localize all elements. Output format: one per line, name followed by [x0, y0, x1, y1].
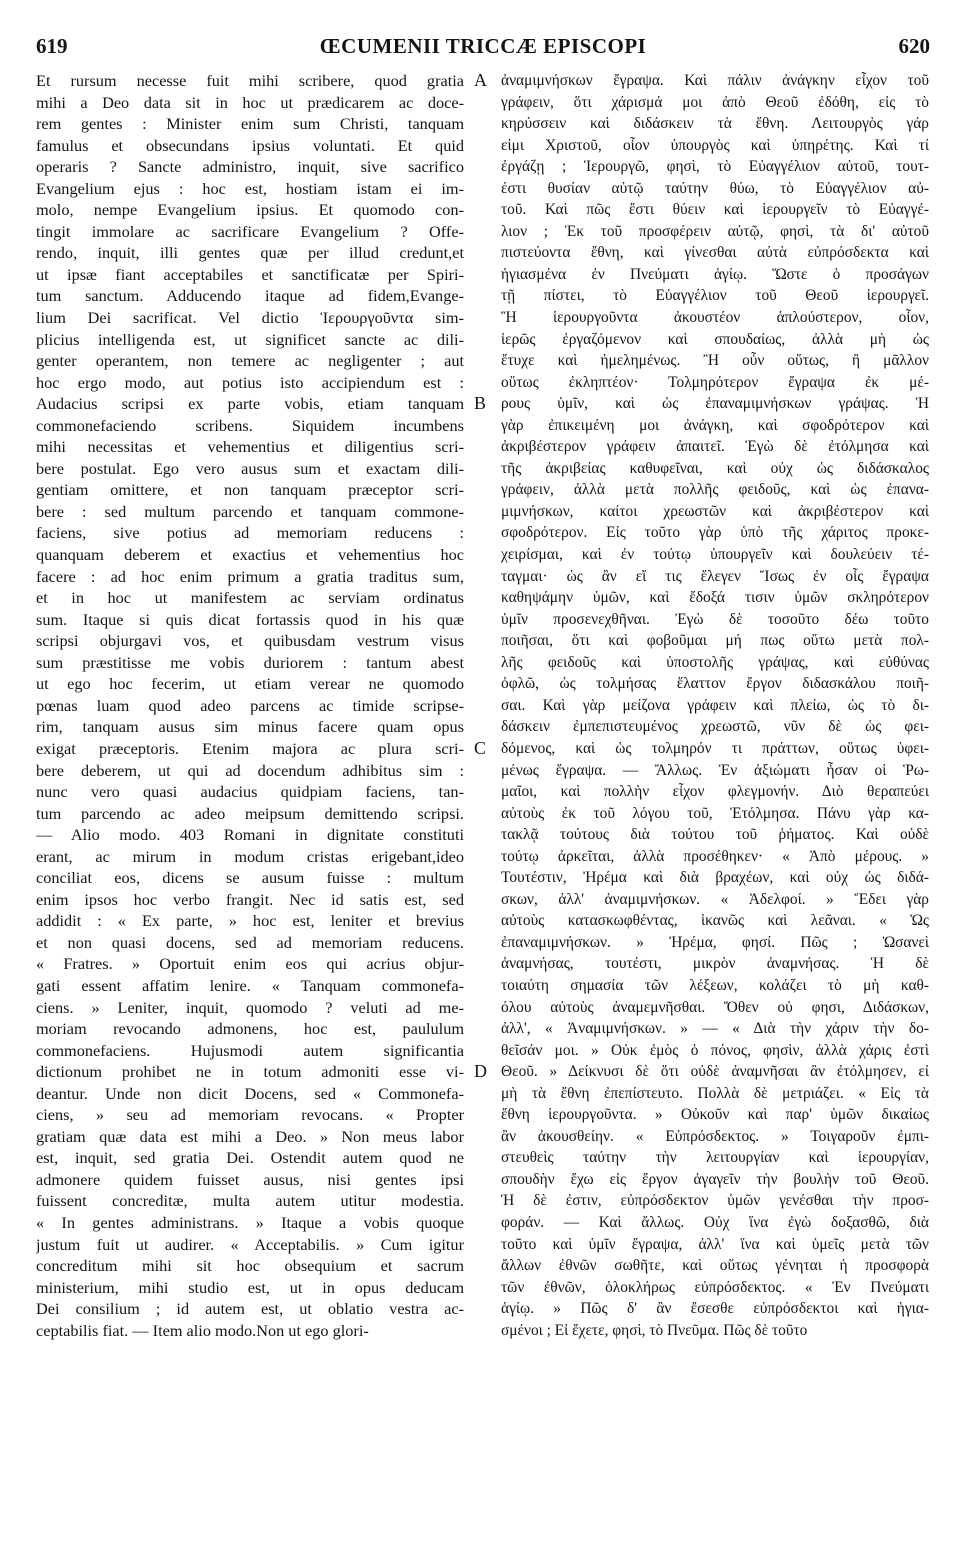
latin-text-line: bere deberem, ut qui ad docendum adhibitus sim :	[36, 760, 464, 780]
greek-text-line: λιον ; Ἐκ τοῦ προσφέρειν αὐτῷ, φησὶ, τὰ δι' αὐτοῦ	[501, 222, 929, 240]
greek-text-line: δόμενος, καὶ ὡς τολμηρόν τι πράττων, οὕτως ὑφει-	[501, 739, 929, 757]
latin-text-line: commonefaciens. Hujusmodi autem significantia	[36, 1040, 464, 1060]
latin-text-line: ciens, » seu ad memoriam revocans. « Propter	[36, 1105, 464, 1125]
latin-text-line: justum fuit ut audirer. « Acceptabilis. » Cum igitur	[36, 1234, 464, 1254]
latin-text-line: quanquam deberem et exactius et vehementius hoc	[36, 545, 464, 565]
greek-text-line: δάσκειν ἐμπεπιστευμένος χρεωστῶ, νῦν δὲ ὡς φει-	[501, 718, 929, 736]
margin-letter: C	[474, 738, 487, 759]
greek-text-line: εἰμι Χριστοῦ, οἷον ὑπουργὸς καὶ ὑπηρέτης. Καὶ τί	[501, 136, 929, 154]
page-header	[36, 34, 930, 64]
greek-text-line: μαῖοι, καὶ πολλὴν εἶχον φλεγμονήν. Διὸ θεραπεύει	[501, 783, 929, 801]
latin-text-line: sum præstitisse me vobis duriorem : tantum abest	[36, 652, 464, 672]
margin-section-letters	[468, 70, 496, 1550]
latin-text-line: fuissent concreditæ, multa autem utitur modestia.	[36, 1191, 464, 1211]
greek-text-line: τούτῳ ἀρκεῖται, ἀλλὰ προσέθηκεν· « Ἀπὸ μέρους. »	[501, 847, 929, 865]
latin-text-line: Et rursum necesse fuit mihi scribere, quod gratia	[36, 71, 464, 90]
latin-text-line: addidit : « Ex parte, » hoc est, leniter et brevius	[36, 911, 464, 931]
greek-text-line: κηρύσσειν καὶ διδάσκειν τὰ ἔθνη. Λειτουργὸς γάρ	[501, 115, 929, 133]
running-title: ŒCUMENII TRICCÆ EPISCOPI	[319, 34, 647, 58]
latin-text-line: tum parcendo ac adeo meipsum demittendo scripsi.	[36, 803, 464, 823]
latin-text-line: ut ipsæ fiant acceptabiles et sanctificatæ per Spiri-	[36, 264, 464, 284]
greek-text-line: γράφειν, ὅτι χάρισμά μοι ἀπὸ Θεοῦ ἐδόθη, εἰς τὸ	[501, 93, 929, 111]
greek-text-line: μένως ἔγραψα. — Ἄλλως. Ἐν ἀξιώματι ἦσαν οἱ Ῥω-	[501, 761, 929, 779]
latin-text-line: scripsi objurgavi vos, et quibusdam vestrum visus	[36, 631, 464, 651]
latin-text-line: ministerium, mihi studio est, ut in opus deducam	[36, 1277, 464, 1297]
latin-text-line: sum. Itaque si quis dicat fortassis quod in his quæ	[36, 609, 464, 629]
latin-text-line: moriam revocando admonens, hoc est, paululum	[36, 1019, 464, 1039]
greek-text-line: ἐπαναμιμνήσκων. » Ἠρέμα, φησί. Πῶς ; Ὡσανεὶ	[501, 933, 929, 951]
latin-text-line: tum sanctum. Adducendo itaque ad fidem,Evange-	[36, 286, 464, 306]
latin-text-line: mihi necessitas et vehementius et diligentius scri-	[36, 437, 464, 457]
latin-text-line: genter operantem, non temere ac negligenter ; aut	[36, 351, 464, 371]
latin-column	[36, 70, 464, 1341]
greek-text-line: ἀλλ', « Ἀναμιμνήσκων. » — « Διὰ τὴν χάριν τὴν δο-	[501, 1020, 929, 1038]
latin-text-line: rim, tanquam ausus sim minus facere quam opus	[36, 717, 464, 737]
page-number-left: 619	[36, 34, 68, 58]
latin-text-line: exigat præceptoris. Etenim majora ac plura scri-	[36, 738, 464, 758]
latin-text-line: concreditum mihi sit hoc obsequium et sacrum	[36, 1256, 464, 1276]
greek-text-line: ἀναμνήσας, τουτέστι, μικρὸν ἀναμνήσας. Ἡ δὲ	[501, 955, 929, 973]
greek-text-line: ἀκριβέστερον γράφειν ἀπαιτεῖ. Ἐγὼ δὲ ἐτόλμησα καὶ	[501, 438, 929, 456]
greek-text-line: όλου αὐτοὺς ἀναμεμνῆσθαι. Ὅθεν οὐ φησι, Διδάσκων,	[501, 998, 929, 1016]
latin-text-line: « Fratres. » Oportuit enim eos qui acrius objur-	[36, 954, 464, 974]
latin-text-line: est, inquit, sed gratia Dei. Ostendit autem quod ne	[36, 1148, 464, 1168]
latin-text-line: ut ego hoc fecerim, ut etiam verear ne quomodo	[36, 674, 464, 694]
latin-text-line: ciens. » Leniter, inquit, quomodo ? veluti ad me-	[36, 997, 464, 1017]
greek-text-line: Ἢ ἱερουργοῦντα ἀκουστέον ἁπλούστερον, οἷον,	[501, 309, 929, 327]
greek-text-line: αὐτοὺς ἐκ τοῦ λόγου τοῦ, Ἐτόλμησα. Πάνυ γὰρ κα-	[501, 804, 929, 822]
latin-text-line: Evangelium ejus : hoc est, hostiam istam ei im-	[36, 178, 464, 198]
greek-text-line: γράφειν, ἀλλὰ μετὰ πολλῆς φειδοῦς, καὶ ὡς ἐπανα-	[501, 481, 929, 499]
latin-text-line: faciens, sive potius ad memoriam reducens :	[36, 523, 464, 543]
greek-text-line: ἄλλων ἐθνῶν σωθῆτε, καὶ οὕτως γένηται ἡ προσφορὰ	[501, 1257, 929, 1275]
greek-text-line: στευθεὶς ταύτην τὴν λειτουργίαν καὶ ἱερουργίαν,	[501, 1149, 929, 1167]
greek-text-line: γὰρ ἐπικειμένη μοι ἀνάγκη, καὶ σφοδρότερον καὶ	[501, 416, 929, 434]
latin-text-line: plicius intelligenda est, ut significet sancte ac dili-	[36, 329, 464, 349]
greek-text-line: ἀναμιμνήσκων ἔγραψα. Καὶ πάλιν ἀνάγκην εἶχον τοῦ	[501, 72, 929, 89]
greek-text-line: ἁγίῳ. » Πῶς δ' ἂν ἔσεσθε εὐπρόσδεκτοι καὶ ἡγια-	[501, 1300, 929, 1318]
greek-text-line: Θεοῦ. » Δείκνυσι δὲ ὅτι οὐδὲ ἀναμνῆσαι ἂν ἐτόλμησεν, εἰ	[501, 1063, 929, 1081]
greek-text-line: ἔτυχε καὶ ἠμελημένως. Ἢ οὖν οὕτως, ἢ μᾶλλον	[501, 352, 929, 370]
latin-text-line: bere : sed multum parcendo et tanquam commone-	[36, 501, 464, 521]
greek-text-line: λῆς φειδοῦς καὶ ὑποστολῆς γράψας, καὶ εὐθύνας	[501, 653, 929, 671]
greek-text-line: μὴ τὰ ἔθνη ἐπεπίστευτο. Πολλὰ δὲ μετριάζει. « Εἰς τὰ	[501, 1084, 929, 1102]
latin-text-line: facere : ad hoc enim primum a gratia traditus sum,	[36, 566, 464, 586]
latin-text-line: rem gentes : Minister enim sum Christi, tanquam	[36, 114, 464, 134]
greek-text-line: φοράν. — Καὶ ἄλλως. Οὐχ ἵνα ἐγὼ δοξασθῶ, διὰ	[501, 1213, 929, 1231]
latin-text-line: Audacius scripsi ex parte vobis, etiam tanquam	[36, 394, 464, 414]
greek-column	[501, 70, 929, 1341]
latin-text-line: « In gentes administrans. » Itaque a vobis quoque	[36, 1212, 464, 1232]
greek-text-line: μιμνήσκων, καίτοι χρεωστῶν καὶ ἀκριβέστερον καὶ	[501, 502, 929, 520]
greek-text-line: σαι. Καὶ γὰρ μείζονα γράφειν καὶ πλείω, ὡς τὸ δι-	[501, 696, 929, 714]
latin-text-line: ceptabilis fiat. — Item alio modo.Non ut ego glori-	[36, 1320, 369, 1340]
greek-text-line: πιστεύοντα ἔθνη, καὶ γίνεσθαι αὐτὰ εὐπρόσδεκτα καὶ	[501, 244, 929, 262]
greek-text-line: αὐτοὺς κατασκωφθέντας, ἱκανῶς καὶ λεᾶναι. « Ὡς	[501, 912, 929, 930]
greek-text-line: ἡγιασμένα ἐν Πνεύματι ἁγίῳ. Ὥστε ὁ προσάγων	[501, 265, 929, 283]
latin-text-line: dictionum prohibet ne in totum admoniti esse vi-	[36, 1062, 464, 1082]
greek-text-line: ὑμῖν προσενεχθῆναι. Ἐγὼ δὲ τοσοῦτο δέω τοῦτο	[501, 610, 929, 628]
latin-text-line: et non quasi docens, sed ad memoriam reducens.	[36, 932, 464, 952]
greek-text-line: ταγμαι· ὡς ἂν εἴ τις ἔλεγεν Ἴσως ἐν οἷς ἔγραψα	[501, 567, 929, 585]
latin-text-line: lium Dei sacrificat. Vel dictio Ἱερουργοῦντα sim-	[36, 308, 464, 328]
latin-text-line: gentiam omittere, et non tanquam præceptor scri-	[36, 480, 464, 500]
greek-text-line: Τουτέστιν, Ἠρέμα καὶ διὰ βραχέων, καὶ οὐχ ὡς διδά-	[501, 869, 929, 887]
latin-text-line: hoc ergo modo, aut potius isto accipiendum est :	[36, 372, 464, 392]
greek-text-line: ρους ὑμῖν, καὶ ὡς ἐπαναμιμνήσκων γράψας. Ἡ	[501, 395, 929, 413]
latin-text-line: nunc vero quasi audacius quidpiam faciens, tan-	[36, 782, 464, 802]
page-number-right: 620	[898, 34, 930, 58]
latin-text-line: gratiam quæ data est mihi a Deo. » Non meus labor	[36, 1126, 464, 1146]
latin-text-line: bere postulat. Ego vero ausus sum et exactam dili-	[36, 458, 464, 478]
greek-text-line: χειρίσμαι, καὶ ἐν τούτῳ ὑπουργεῖν καὶ δουλεύειν τέ-	[501, 546, 929, 564]
margin-letter: A	[474, 70, 487, 90]
greek-text-line: ἐργάζῃ ; Ἱερουργῶ, φησὶ, τὸ Εὐαγγέλιον αὐτοῦ, τουτ-	[501, 158, 929, 176]
greek-text-line: τοιαύτη σημασία τῶν λέξεων, κολάζει τὸ μὴ καθ-	[501, 976, 929, 994]
latin-text-line: tingit immolare ac sacrificare Evangelium ? Offe-	[36, 221, 464, 241]
greek-text-line: Ἡ δὲ ἐστιν, εὐπρόσδεκτον ὑμῶν γενέσθαι τὴν προσ-	[501, 1192, 929, 1210]
greek-text-line: καθηψάμην ὑμῶν, καὶ ἔδοξά τισιν ὑμῶν σκληρότερον	[501, 589, 929, 607]
greek-text-line: σφοδρότερον. Εἰς τοῦτο γὰρ ὑπὸ τῆς χάριτος προκε-	[501, 524, 929, 542]
greek-text-line: τῆς ἀκριβείας καθυφεῖναι, καὶ οὐχ ὡς διδάσκαλος	[501, 459, 929, 477]
greek-text-line: τακλᾷ τούτους διὰ τούτου τοῦ ῥήματος. Καὶ οὐδὲ	[501, 826, 929, 844]
greek-text-line: ὀφλῶ, ὡς τολμήσας ἔλαττον ἔργον διδασκάλου ποιῆ-	[501, 675, 929, 693]
latin-text-line: operaris ? Sancte administro, inquit, sive sacrifico	[36, 157, 464, 177]
greek-text-line: τοῦ. Καὶ πῶς ἔστι θύειν καὶ ἱερουργεῖν τὸ Εὐαγγέ-	[501, 201, 929, 219]
margin-letter: D	[474, 1061, 487, 1082]
latin-text-line: erant, ac mirum in modum cristas erigebant,ideo	[36, 846, 464, 866]
greek-text-line: ποιῆσαι, ὅτι καὶ φοβοῦμαι μή πως οὕτω μετὰ πολ-	[501, 632, 929, 650]
latin-text-line: Dei consilium ; id autem est, ut oblatio vestra ac-	[36, 1299, 464, 1319]
greek-text-line: έστι θυσίαν αὐτῷ ταύτην θύω, τὸ Εὐαγγέλιον αὐ-	[501, 179, 929, 197]
latin-text-line: deantur. Unde non dicit Docens, sed « Commonefa-	[36, 1083, 464, 1103]
greek-text-line: ἱερῶς ἐργαζόμενον καὶ σπουδαίως, ἀλλὰ μὴ ὡς	[501, 330, 929, 348]
greek-text-line: ἔθνη ἱερουργοῦντα. » Οὐκοῦν καὶ παρ' ὑμῶν δικαίως	[501, 1106, 929, 1124]
latin-text-line: gati essent affatim lenire. « Tanquam commonefa-	[36, 975, 464, 995]
greek-text-line: σμένοι ; Εἰ ἔχετε, φησὶ, τὸ Πνεῦμα. Πῶς δὲ τοῦτο	[501, 1321, 808, 1339]
greek-text-line: τῇ πίστει, τὸ Εὐαγγέλιον τοῦ Θεοῦ ἱερουργεῖ.	[501, 287, 929, 305]
latin-text-line: rendo, inquit, illi gentes quæ per illud credunt,et	[36, 243, 464, 263]
latin-text-line: enim ipsos hoc verbo frangit. Nec id satis est, sed	[36, 889, 464, 909]
greek-text-line: οὕτως ἐκληπτέον· Τολμηρότερον ἔγραψα ἐκ μέ-	[501, 373, 929, 391]
greek-text-line: τῶν ἐθνῶν, ὁλοκλήρως εὐπρόσδεκτος. « Ἐν Πνεύματι	[501, 1278, 929, 1296]
latin-text-line: admonere quidem fuisset ausus, nisi gentes ipsi	[36, 1169, 464, 1189]
margin-letter: B	[474, 393, 487, 414]
latin-text-line: famulus et obsecundans ipsius voluntati. Et quid	[36, 135, 464, 155]
greek-text-line: θεῖσάν μοι. » Οὐκ ἐμὸς ὁ πόνος, φησὶν, ἀλλὰ χάρις ἐστὶ	[501, 1041, 929, 1059]
latin-text-line: molo, nempe Evangelium ipsius. Et quomodo con-	[36, 200, 464, 220]
greek-text-line: τοῦτο καὶ ὑμῖν ἔγραψα, ἀλλ' ἵνα καὶ ὑμεῖς μετὰ τῶν	[501, 1235, 929, 1253]
latin-text-line: conciliat eos, dicens se ausum fuisse : multum	[36, 868, 464, 888]
latin-text-line: — Alio modo. 403 Romani in dignitate constituti	[36, 825, 464, 845]
greek-text-line: σπουδὴν ἔχω εἰς ἔργον ἀγαγεῖν τὴν βουλὴν τοῦ Θεοῦ.	[501, 1170, 929, 1188]
greek-text-line: σκων, ἀλλ' ἀναμιμνήσκων. « Ἀδελφοί. » Ἔδει γὰρ	[501, 890, 929, 908]
latin-text-line: et in hoc ut manifestem ac serviam ordinatus	[36, 588, 464, 608]
latin-text-line: pœnas luam quod adeo parcens ac timide scripse-	[36, 695, 464, 715]
latin-text-line: mihi a Deo data sit in hoc ut prædicarem ac doce-	[36, 92, 464, 112]
latin-text-line: commonefaciendo scribens. Siquidem incumbens	[36, 415, 464, 435]
greek-text-line: ἂν ἀκουσθείην. « Εὐπρόσδεκτος. » Τοιγαροῦν ἐμπι-	[501, 1127, 929, 1145]
